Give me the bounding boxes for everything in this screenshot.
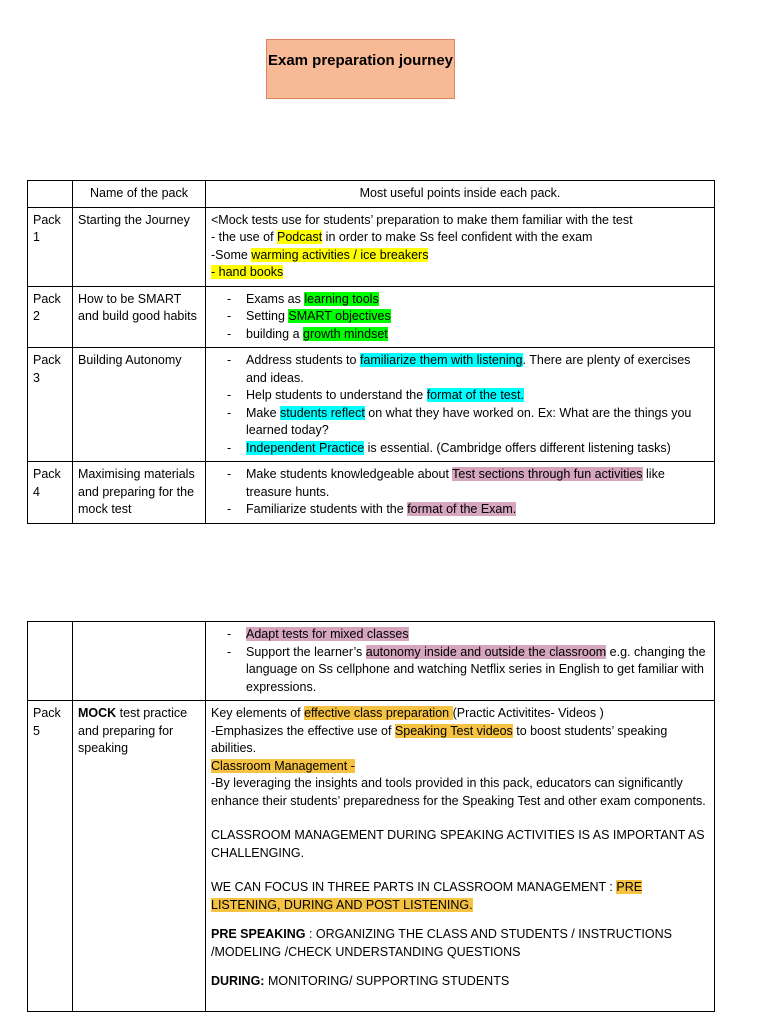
pack-points	[206, 286, 715, 348]
table-header-row	[28, 181, 715, 208]
table-row	[28, 207, 715, 286]
pack-points	[206, 207, 715, 286]
pack-name: Building Autonomy	[73, 348, 206, 462]
list-item: - Support the learner’s autonomy inside and outside the classroom e.g. changing the language on Ss cellphone and watching Netflix series in English to get familiar with expressions.	[211, 644, 709, 697]
point-line: - the use of Podcast in order to make Ss feel confident with the exam	[211, 230, 593, 244]
point-line: PRE SPEAKING : ORGANIZING THE CLASS AND STUDENTS / INSTRUCTIONS /MODELING /CHECK UNDERSTANDING QUESTIONS	[211, 927, 672, 959]
list-item: - Setting SMART objectives	[211, 308, 709, 326]
point-line: <Mock tests use for students’ preparation to make them familiar with the test	[211, 212, 633, 227]
list-item: - Exams as learning tools	[211, 291, 709, 309]
point-line: Key elements of effective class preparation (Practic Activitites- Videos )	[211, 706, 604, 720]
point-line: WE CAN FOCUS IN THREE PARTS IN CLASSROOM MANAGEMENT : PRE LISTENING, DURING AND POST LISTENING.	[211, 880, 643, 912]
list-item: - Make students knowledgeable about Test sections through fun activities like treasure hunts.	[211, 466, 709, 501]
table-row	[28, 462, 715, 524]
page-title: Exam preparation journey	[266, 39, 455, 99]
pack-label: Pack 5	[28, 701, 73, 1012]
header-cell: Most useful points inside each pack.	[206, 181, 715, 208]
header-cell	[28, 181, 73, 208]
pack-points	[206, 462, 715, 524]
point-line: -Some warming activities / ice breakers	[211, 247, 429, 262]
table-row	[28, 348, 715, 462]
pack-name	[73, 622, 206, 701]
table-row	[28, 286, 715, 348]
pack-label	[28, 622, 73, 701]
pack-label: Pack 1	[28, 207, 73, 286]
list-item: - Adapt tests for mixed classes	[211, 626, 709, 644]
table-row	[28, 622, 715, 701]
pack-name: How to be SMART and build good habits	[73, 286, 206, 348]
list-item: - Make students reflect on what they have worked on. Ex: What are the things you learned today?	[211, 405, 709, 440]
point-line: -Emphasizes the effective use of Speaking Test videos to boost students’ speaking abilities.	[211, 723, 668, 755]
point-line: -By leveraging the insights and tools provided in this pack, educators can significantly enhance their students’ preparedness for the Speaking Test and other exam components.	[211, 776, 706, 808]
pack-name: Maximising materials and preparing for the mock test	[73, 462, 206, 524]
list-item: - Address students to familiarize them with listening. There are plenty of exercises and ideas.	[211, 352, 709, 387]
pack-name: MOCK test practice and preparing for speaking	[73, 701, 206, 1012]
point-line: - hand books	[211, 265, 284, 279]
header-cell: Name of the pack	[73, 181, 206, 208]
pack-points	[206, 348, 715, 462]
point-line: DURING: MONITORING/ SUPPORTING STUDENTS	[211, 974, 510, 988]
pack-name: Starting the Journey	[73, 207, 206, 286]
point-line: CLASSROOM MANAGEMENT DURING SPEAKING ACTIVITIES IS AS IMPORTANT AS CHALLENGING.	[211, 828, 705, 860]
table-row	[28, 701, 715, 1012]
pack-points	[206, 701, 715, 1012]
pack-label: Pack 2	[28, 286, 73, 348]
pack-points	[206, 622, 715, 701]
list-item: - building a growth mindset	[211, 326, 709, 344]
list-item: - Familiarize students with the format of the Exam.	[211, 501, 709, 519]
packs-table-continued	[27, 621, 715, 1012]
point-line: Classroom Management -	[211, 758, 355, 773]
list-item: - Help students to understand the format of the test.	[211, 387, 709, 405]
pack-label: Pack 4	[28, 462, 73, 524]
list-item: - Independent Practice is essential. (Cambridge offers different listening tasks)	[211, 440, 709, 458]
packs-table	[27, 180, 715, 524]
pack-label: Pack 3	[28, 348, 73, 462]
